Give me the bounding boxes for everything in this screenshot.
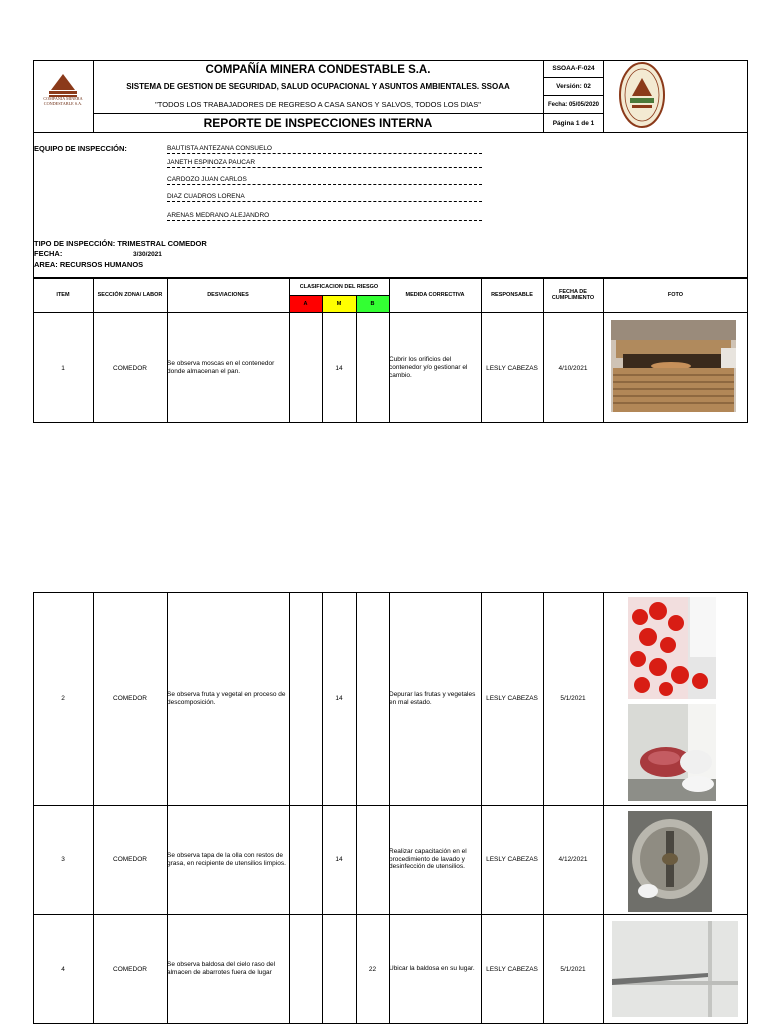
row-1-section: COMEDOR [113, 364, 147, 372]
row-3-risk-m: 14 [335, 856, 343, 863]
pot-lid-photo [628, 811, 712, 912]
row-2-risk-m: 14 [335, 695, 343, 702]
team-label: EQUIPO DE INSPECCIÓN: [34, 144, 127, 153]
row-4-measure: Ubicar la baldosa en su lugar. [389, 965, 475, 973]
report-title: REPORTE DE INSPECCIONES INTERNA [203, 116, 433, 130]
row-4-item: 4 [61, 965, 65, 973]
col-due-date: FECHA DE CUMPLIMIENTO [551, 289, 595, 301]
risk-b-header: B [356, 295, 389, 312]
team-member: JANETH ESPINOZA PAUCAR [167, 159, 482, 168]
row-3-measure: Realizar capacitación en el procedimiento de lavado y desinfección de utensilios. [389, 847, 467, 871]
row-2-item: 2 [61, 695, 65, 702]
col-section: SECCIÓN ZONA/ LABOR [97, 292, 163, 298]
row-1-deviation: Se observa moscas en el contenedor donde almacenan el pan. [167, 360, 275, 375]
row-4-due: 5/1/2021 [560, 965, 586, 973]
col-line [603, 592, 604, 1024]
vegetable-photo [628, 704, 716, 801]
risk-m-header: M [322, 295, 356, 312]
doc-date: Fecha: 05/05/2020 [543, 96, 603, 114]
row-1-responsible: LESLY CABEZAS [486, 364, 538, 372]
ceiling-tile-photo [612, 921, 738, 1017]
row-4-deviation: Se observa baldosa del cielo raso del almacen de abarrotes fuera de lugar [167, 961, 276, 976]
row-3-deviation: Se observa tapa de la olla con restos de grasa, en recipiente de utensilios limpios. [167, 851, 286, 867]
row-3-item: 3 [61, 856, 65, 863]
date-label: FECHA: [34, 249, 63, 258]
doc-code: SSOAA-F-024 [543, 60, 603, 78]
row-1-risk-m: 14 [335, 364, 343, 372]
row-2-responsible: LESLY CABEZAS [486, 695, 538, 702]
col-responsible: RESPONSABLE [491, 292, 533, 298]
logo-text: COMPAÑIA MINERA CONDESTABLE S.A. [43, 96, 83, 106]
team-member: ARENAS MEDRANO ALEJANDRO [167, 212, 482, 221]
risk-divider [289, 295, 389, 296]
row-4-section: COMEDOR [113, 965, 147, 973]
row-2-section: COMEDOR [113, 695, 147, 702]
row-1-measure: Cubrir los orificios del contenedor y/o gestionar el cambio. [389, 356, 468, 379]
bread-basket-photo [611, 320, 736, 412]
motto: "TODOS LOS TRABAJADORES DE REGRESO A CASA SANOS Y SALVOS, TODOS LOS DIAS" [155, 100, 481, 109]
peppers-photo [628, 597, 716, 699]
doc-page: Página 1 de 1 [543, 114, 603, 133]
col-measure: MEDIDA CORRECTIVA [405, 292, 465, 298]
col-photo: FOTO [667, 292, 684, 298]
team-member: BAUTISTA ANTEZANA CONSUELO [167, 145, 482, 154]
col-line [289, 278, 290, 423]
inspection-date: 3/30/2021 [133, 251, 162, 258]
area: AREA: RECURSOS HUMANOS [34, 260, 144, 269]
row-2-due: 5/1/2021 [560, 695, 586, 702]
company-logo [33, 60, 94, 133]
col-line [356, 295, 357, 423]
row-4-risk-b: 22 [368, 965, 377, 973]
row-2-measure: Depurar las frutas y vegetales en mal estado. [389, 690, 476, 706]
col-risk: CLASIFICACION DEL RIESGO [299, 283, 379, 290]
col-item: ITEM [56, 292, 70, 298]
company-name: COMPAÑÍA MINERA CONDESTABLE S.A. [205, 64, 431, 76]
inspection-type: TIPO DE INSPECCIÓN: TRIMESTRAL COMEDOR [34, 239, 207, 248]
doc-version: Versión: 02 [543, 78, 603, 96]
divider [93, 113, 543, 114]
team-member: CARDOZO JUAN CARLOS [167, 176, 482, 185]
row-3-responsible: LESLY CABEZAS [486, 856, 538, 863]
team-member: DIAZ CUADROS LORENA [167, 193, 482, 202]
row-4-responsible: LESLY CABEZAS [486, 965, 538, 973]
col-line [603, 278, 604, 423]
risk-a-header: A [289, 295, 322, 312]
system-name: SISTEMA DE GESTION DE SEGURIDAD, SALUD OCUPACIONAL Y ASUNTOS AMBIENTALES. SSOAA [126, 82, 510, 91]
col-line [289, 592, 290, 1024]
company-seal [603, 60, 749, 133]
row-2-deviation: Se observa fruta y vegetal en proceso de descomposición. [167, 690, 286, 706]
row-3-section: COMEDOR [113, 856, 147, 863]
row-3-due: 4/12/2021 [558, 856, 588, 863]
row-1-due: 4/10/2021 [558, 364, 588, 372]
row-1-item: 1 [61, 364, 65, 372]
col-deviations: DESVIACIONES [207, 292, 249, 298]
